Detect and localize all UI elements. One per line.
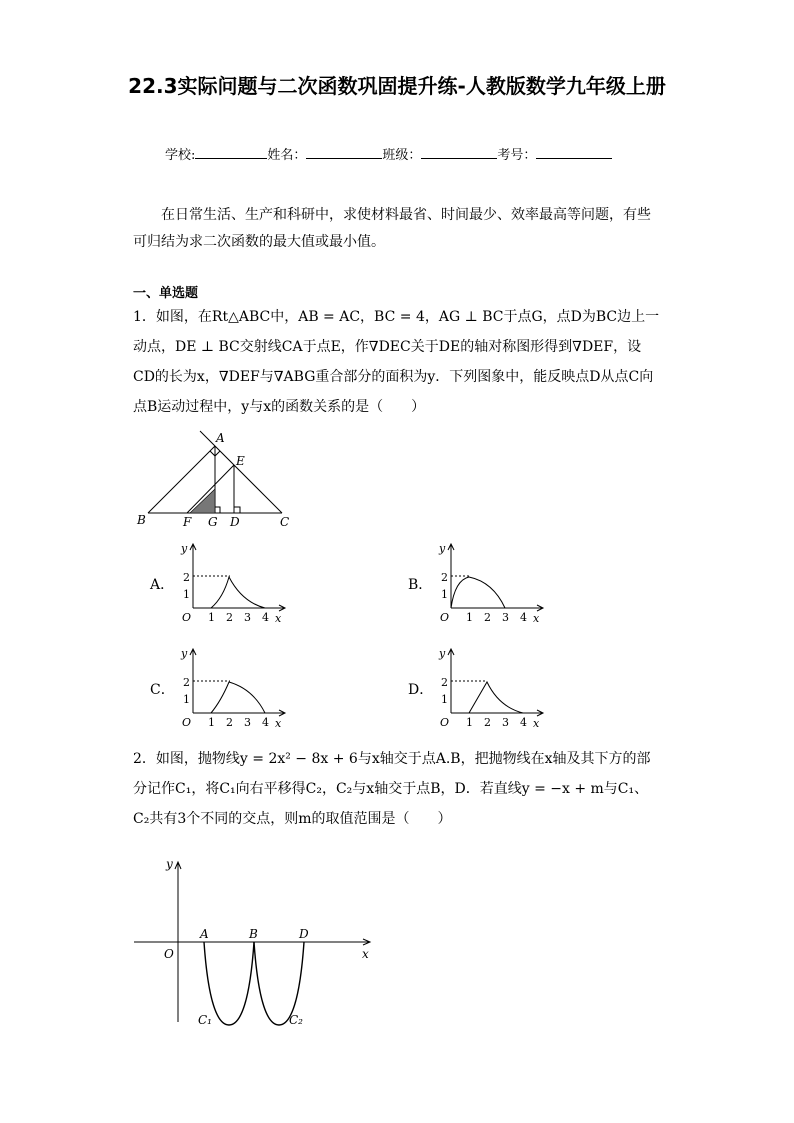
school-label: 学校:: [165, 148, 196, 163]
svg-text:O: O: [440, 611, 450, 624]
curve-C: [211, 682, 265, 713]
overlap-shaded-region: [190, 489, 215, 513]
svg-text:4: 4: [262, 716, 269, 729]
svg-text:y: y: [439, 542, 446, 555]
svg-text:O: O: [182, 716, 192, 729]
label-x: x: [362, 947, 369, 961]
svg-text:2: 2: [441, 571, 448, 584]
option-C-graph[interactable]: [175, 645, 295, 730]
option-A-graph[interactable]: [175, 540, 295, 625]
label-G: G: [208, 515, 218, 529]
svg-text:1: 1: [183, 693, 190, 706]
svg-text:O: O: [182, 611, 192, 624]
svg-text:3: 3: [502, 611, 509, 624]
svg-text:4: 4: [262, 611, 269, 624]
label-E: E: [236, 454, 245, 468]
svg-text:y: y: [181, 542, 188, 555]
svg-text:x: x: [275, 612, 282, 625]
svg-text:1: 1: [441, 588, 448, 601]
curve-B: [451, 577, 505, 608]
number-blank[interactable]: [536, 144, 612, 159]
curve-A: [211, 577, 265, 608]
right-angle-mark-D: [234, 507, 240, 513]
label-C2: C₂: [289, 1013, 303, 1027]
svg-text:x: x: [533, 612, 540, 625]
svg-text:4: 4: [520, 611, 527, 624]
svg-text:y: y: [439, 647, 446, 660]
svg-text:1: 1: [466, 611, 473, 624]
intro-paragraph: 在日常生活、生产和科研中，求使材料最省、时间最少、效率最高等问题，有些可归结为求二次函数的最大值或最小值。: [133, 207, 651, 250]
curve-D: [469, 682, 523, 713]
svg-text:1: 1: [183, 588, 190, 601]
option-D-graph[interactable]: [433, 645, 553, 730]
student-info-fields: [165, 144, 612, 163]
svg-text:1: 1: [466, 716, 473, 729]
option-B-label[interactable]: B．: [408, 577, 433, 593]
label-C1: C₁: [198, 1013, 212, 1027]
svg-text:y: y: [181, 647, 188, 660]
class-blank[interactable]: [421, 144, 497, 159]
option-D-label[interactable]: D．: [408, 682, 434, 698]
label-B: B: [137, 513, 146, 527]
q1-triangle-figure: [130, 428, 300, 530]
svg-text:1: 1: [441, 693, 448, 706]
question-1-text: 1．如图，在Rt△ABC中，AB = AC，BC = 4，AG ⊥ BC于点G，点D为BC边上一动点，DE ⊥ BC交射线CA于点E，作∇DEC关于DE的轴对称图形得到∇DEF，设CD的长为x，∇DEF与∇ABG重合部分的面积为y．下列图象中，能反映点D从点C向点B运动过程中，y与x的函数关系的是（ ）: [133, 309, 660, 415]
label-D: D: [299, 927, 309, 941]
svg-text:2: 2: [226, 611, 233, 624]
right-angle-mark-G: [215, 507, 220, 513]
number-label: 考号：: [497, 148, 537, 163]
label-B: B: [249, 927, 258, 941]
svg-text:2: 2: [226, 716, 233, 729]
svg-text:2: 2: [441, 676, 448, 689]
svg-text:2: 2: [183, 571, 190, 584]
class-label: 班级：: [382, 148, 422, 163]
option-B-graph[interactable]: [433, 540, 553, 625]
svg-text:2: 2: [183, 676, 190, 689]
svg-text:1: 1: [208, 716, 215, 729]
svg-text:3: 3: [244, 611, 251, 624]
svg-text:x: x: [533, 717, 540, 730]
svg-text:2: 2: [484, 611, 491, 624]
label-A: A: [216, 431, 225, 445]
label-F: F: [183, 515, 192, 529]
label-A: A: [200, 927, 209, 941]
page-title: 22.3实际问题与二次函数巩固提升练-人教版数学九年级上册: [128, 74, 666, 98]
label-y: y: [166, 857, 173, 871]
svg-text:O: O: [440, 716, 450, 729]
name-label: 姓名：: [267, 148, 307, 163]
svg-text:x: x: [275, 717, 282, 730]
option-C-label[interactable]: C．: [150, 682, 175, 698]
label-O: O: [164, 947, 174, 961]
q2-parabola-figure: [130, 855, 380, 1035]
label-C: C: [280, 515, 290, 529]
svg-text:3: 3: [244, 716, 251, 729]
svg-text:2: 2: [484, 716, 491, 729]
svg-text:4: 4: [520, 716, 527, 729]
label-D: D: [230, 515, 240, 529]
svg-text:3: 3: [502, 716, 509, 729]
option-A-label[interactable]: A．: [150, 577, 175, 593]
section-heading: 一、单选题: [133, 286, 199, 301]
name-blank[interactable]: [306, 144, 382, 159]
question-2-text: 2．如图，抛物线y = 2x² − 8x + 6与x轴交于点A.B，把抛物线在x轴及其下方的部分记作C₁，将C₁向右平移得C₂，C₂与x轴交于点B，D．若直线y = −x + m与C₁、C₂共有3个不同的交点，则m的取值范围是（ ）: [133, 751, 651, 827]
svg-text:1: 1: [208, 611, 215, 624]
school-blank[interactable]: [195, 144, 267, 159]
